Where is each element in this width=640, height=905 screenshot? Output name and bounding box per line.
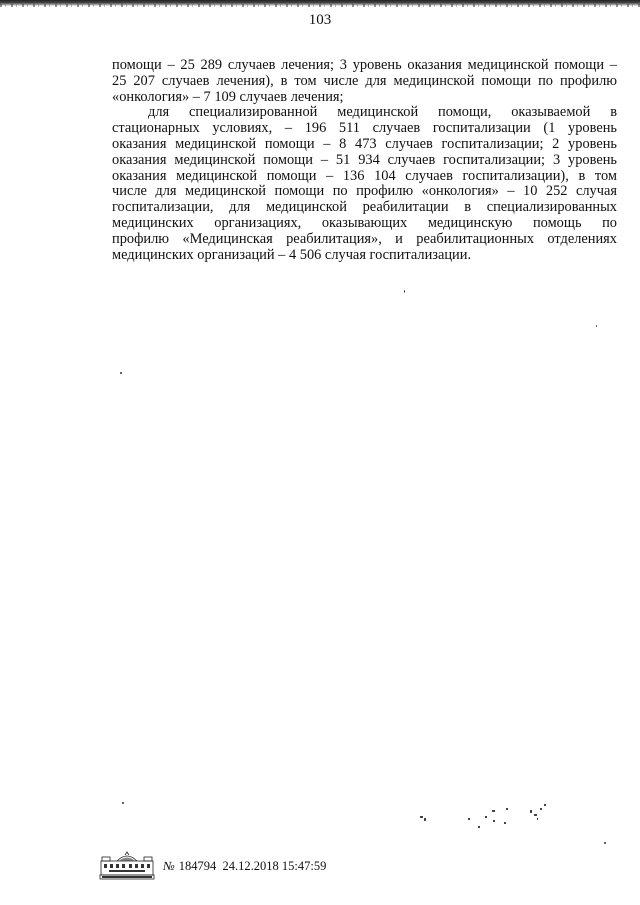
text-line: для специализированной медицинской помощи, оказываемой в bbox=[148, 104, 617, 121]
text-line: 25 207 случаев лечения), в том числе для медицинской помощи по профилю bbox=[112, 72, 617, 89]
document-number: 184794 bbox=[178, 859, 217, 873]
number-sign: № bbox=[163, 859, 175, 873]
registration-date: 24.12.2018 bbox=[222, 859, 279, 873]
text-line: помощи – 25 289 случаев лечения; 3 уровень оказания медицинской помощи – bbox=[112, 57, 617, 73]
scan-speck bbox=[122, 802, 124, 804]
text-line: госпитализации, для медицинской реабилитации в специализированных bbox=[112, 199, 617, 216]
paragraph-continuation bbox=[112, 58, 617, 105]
scan-noise-cluster bbox=[400, 796, 560, 836]
scan-speck bbox=[404, 290, 405, 293]
text-line: «онкология» – 7 109 случаев лечения; bbox=[112, 88, 344, 105]
text-line: оказания медицинской помощи – 51 934 случаев госпитализации; 3 уровень bbox=[112, 151, 617, 168]
registration-time: 15:47:59 bbox=[281, 859, 327, 873]
paragraph-specialized-care bbox=[112, 105, 617, 263]
scan-speck bbox=[120, 372, 122, 374]
text-line: числе для медицинской помощи по профилю «онкология» – 10 252 случая bbox=[112, 183, 617, 200]
text-line: профилю «Медицинская реабилитация», и реабилитационных отделениях bbox=[112, 230, 617, 247]
scan-speck bbox=[604, 842, 606, 844]
text-line: стационарных условиях, – 196 511 случаев госпитализации (1 уровень bbox=[112, 120, 617, 137]
document-body bbox=[112, 58, 617, 263]
footer-registration-stamp bbox=[99, 851, 326, 881]
text-line: медицинских организаций – 4 506 случая госпитализации. bbox=[112, 246, 472, 263]
parliament-building-icon bbox=[99, 851, 155, 881]
registration-info bbox=[163, 859, 326, 873]
scan-speck bbox=[596, 325, 597, 327]
scan-top-edge bbox=[0, 0, 640, 6]
text-line: оказания медицинской помощи – 136 104 случаев госпитализации), в том bbox=[112, 167, 617, 184]
text-line: оказания медицинской помощи – 8 473 случаев госпитализации; 2 уровень bbox=[112, 135, 617, 152]
page-number: 103 bbox=[308, 12, 332, 28]
text-line: медицинских организациях, оказывающих медицинскую помощь по bbox=[112, 214, 617, 231]
